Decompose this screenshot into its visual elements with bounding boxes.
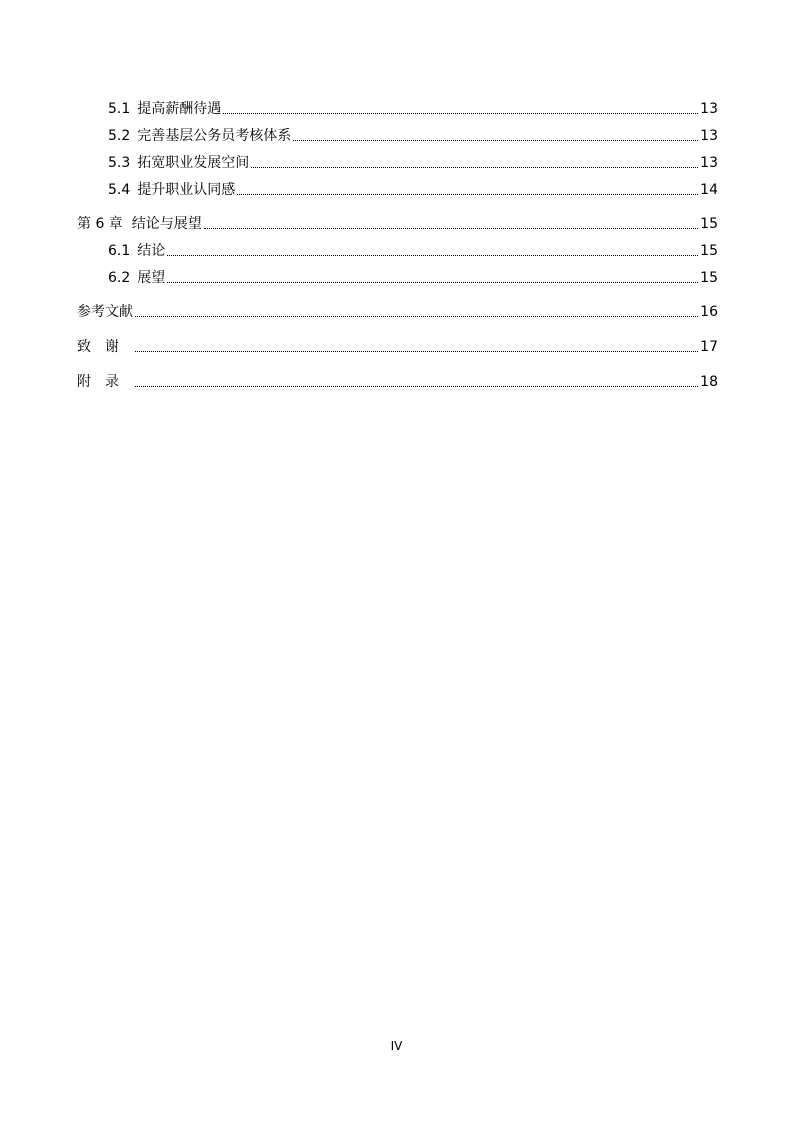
table-of-contents — [77, 100, 718, 391]
toc-entry-number: 6.2 — [108, 270, 131, 286]
toc-entry-page: 14 — [700, 182, 718, 198]
toc-entry-page: 16 — [700, 304, 718, 320]
dot-leader — [293, 139, 698, 141]
toc-entry-title: 第 6 章 结论与展望 — [77, 216, 202, 232]
toc-entry-title: 结论 — [137, 243, 166, 259]
toc-entry-title: 致谢 — [77, 339, 133, 355]
toc-entry-title: 完善基层公务员考核体系 — [137, 128, 292, 144]
dot-leader — [204, 227, 698, 229]
toc-entry-5-3[interactable] — [77, 154, 718, 172]
toc-entry-title: 附录 — [77, 374, 133, 390]
dot-leader — [251, 166, 698, 168]
toc-entry-6-1[interactable] — [77, 242, 718, 260]
toc-entry-page: 17 — [700, 339, 718, 355]
toc-entry-number: 6.1 — [108, 243, 131, 259]
dot-leader — [237, 193, 698, 195]
dot-leader — [135, 315, 698, 317]
toc-entry-number: 5.2 — [108, 128, 131, 144]
toc-entry-title: 提高薪酬待遇 — [137, 101, 222, 117]
toc-entry-page: 18 — [700, 374, 718, 390]
toc-entry-6-2[interactable] — [77, 269, 718, 287]
toc-entry-page: 15 — [700, 270, 718, 286]
page-number: IV — [390, 1039, 403, 1053]
toc-entry-page: 13 — [700, 155, 718, 171]
toc-entry-page: 13 — [700, 101, 718, 117]
toc-entry-page: 13 — [700, 128, 718, 144]
toc-entry-title: 参考文献 — [77, 304, 133, 320]
toc-entry-references[interactable] — [77, 303, 718, 321]
toc-entry-number: 5.4 — [108, 182, 131, 198]
toc-entry-page: 15 — [700, 243, 718, 259]
toc-entry-number: 5.3 — [108, 155, 131, 171]
toc-entry-acknowledgements[interactable] — [77, 338, 718, 356]
toc-entry-appendix[interactable] — [77, 373, 718, 391]
toc-entry-number: 5.1 — [108, 101, 131, 117]
dot-leader — [223, 112, 698, 114]
dot-leader — [167, 281, 698, 283]
dot-leader — [167, 254, 698, 256]
toc-entry-5-4[interactable] — [77, 181, 718, 199]
toc-entry-title: 提升职业认同感 — [137, 182, 236, 198]
dot-leader — [135, 350, 698, 352]
toc-entry-5-2[interactable] — [77, 127, 718, 145]
toc-entry-title: 展望 — [137, 270, 166, 286]
toc-entry-title: 拓宽职业发展空间 — [137, 155, 250, 171]
toc-entry-5-1[interactable] — [77, 100, 718, 118]
toc-entry-chapter-6[interactable] — [77, 215, 718, 233]
toc-entry-page: 15 — [700, 216, 718, 232]
dot-leader — [135, 385, 698, 387]
